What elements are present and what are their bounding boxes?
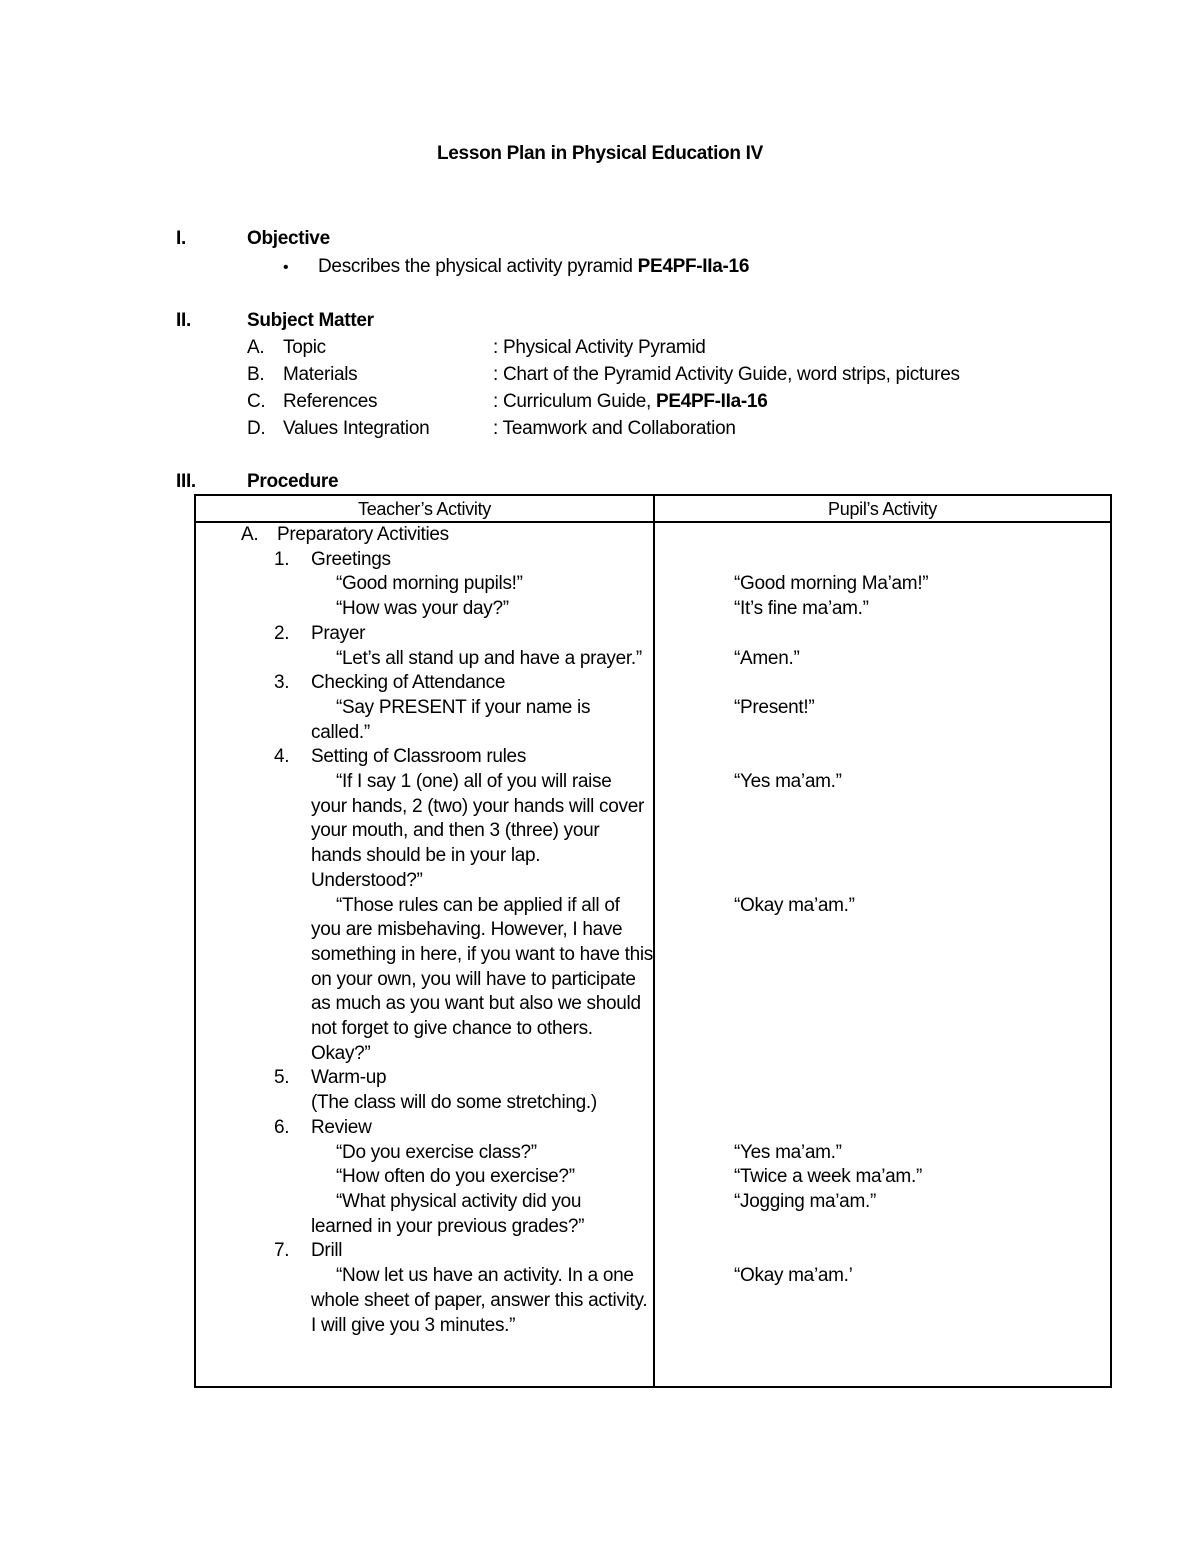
- teacher-text: hands should be in your lap.: [311, 845, 541, 867]
- teacher-line: [196, 1239, 653, 1264]
- subject-item-value: : Curriculum Guide,: [493, 391, 656, 412]
- pupil-line: [734, 1215, 1104, 1240]
- subject-item-value: : Chart of the Pyramid Activity Guide, word strips, pictures: [493, 364, 960, 385]
- bullet-dot: •: [283, 259, 289, 276]
- procedure-table: [194, 494, 1112, 1388]
- teacher-text: on your own, you will have to participate: [311, 968, 636, 990]
- subject-item-letter: D.: [247, 418, 266, 439]
- teacher-text: “How was your day?”: [336, 598, 509, 620]
- teacher-text: Prayer: [311, 622, 366, 644]
- teacher-line: [196, 1314, 653, 1339]
- teacher-text: Checking of Attendance: [311, 672, 506, 694]
- subject-item-label: References: [283, 391, 378, 412]
- pupil-line: “Yes ma’am.”: [734, 1141, 842, 1163]
- teacher-line: [196, 918, 653, 943]
- pupil-line: [734, 1017, 1104, 1042]
- teacher-text: Okay?”: [311, 1042, 371, 1064]
- teacher-line: [196, 819, 653, 844]
- row-number: 7.: [274, 1240, 290, 1262]
- teacher-text: Understood?”: [311, 869, 423, 891]
- teacher-text: “What physical activity did you: [336, 1190, 582, 1212]
- teacher-line: [196, 1165, 653, 1190]
- teacher-text: “Those rules can be applied if all of: [336, 894, 620, 916]
- subject-item-value: : Teamwork and Collaboration: [493, 418, 736, 439]
- objective-bullet-text: Describes the physical activity pyramid: [318, 256, 638, 277]
- pupil-line: “Twice a week ma’am.”: [734, 1166, 922, 1188]
- teacher-line: [196, 1289, 653, 1314]
- pupil-line: [734, 795, 1104, 820]
- teacher-text: whole sheet of paper, answer this activity.: [311, 1289, 648, 1311]
- pupil-line: [734, 968, 1104, 993]
- pupil-line: [734, 1314, 1104, 1339]
- objective-text: [318, 255, 749, 279]
- teacher-line: [196, 622, 653, 647]
- teacher-text: “Good morning pupils!”: [336, 573, 523, 595]
- teacher-text: something in here, if you want to have this: [311, 943, 653, 965]
- teacher-line: [196, 1066, 653, 1091]
- teacher-text: your mouth, and then 3 (three) your: [311, 820, 600, 842]
- teacher-text: “How often do you exercise?”: [336, 1166, 575, 1188]
- teacher-line: [196, 721, 653, 746]
- pupil-line: “Jogging ma’am.”: [734, 1190, 876, 1212]
- pupil-line: [734, 992, 1104, 1017]
- subject-item-label: Materials: [283, 364, 358, 385]
- pupil-line: [734, 844, 1104, 869]
- row-number: 4.: [274, 746, 290, 768]
- teacher-line: [196, 1264, 653, 1289]
- teacher-text: “If I say 1 (one) all of you will raise: [336, 771, 612, 793]
- teacher-line: [196, 844, 653, 869]
- teacher-line: [196, 943, 653, 968]
- teacher-text: Warm-up: [311, 1067, 387, 1089]
- page-title: Lesson Plan in Physical Education IV: [436, 143, 763, 164]
- pupil-line: [734, 1091, 1104, 1116]
- pupil-line: [734, 671, 1104, 696]
- pupil-line: [734, 622, 1104, 647]
- teacher-line: [196, 992, 653, 1017]
- subject-item-code: PE4PF-IIa-16: [655, 391, 768, 412]
- teacher-line: [196, 1215, 653, 1240]
- teacher-text: Setting of Classroom rules: [311, 746, 527, 768]
- teacher-text: “Do you exercise class?”: [336, 1141, 537, 1163]
- teacher-line: [196, 745, 653, 770]
- teacher-text: (The class will do some stretching.): [311, 1092, 597, 1114]
- teacher-text: you are misbehaving. However, I have: [311, 919, 623, 941]
- teacher-text: “Now let us have an activity. In a one: [336, 1265, 634, 1287]
- pupil-line: “Good morning Ma’am!”: [734, 573, 929, 595]
- teacher-activity-column: [196, 523, 653, 1383]
- teacher-text: “Let’s all stand up and have a prayer.”: [336, 647, 642, 669]
- section-heading-procedure: Procedure: [247, 471, 339, 492]
- pupil-line: [734, 548, 1104, 573]
- teacher-line: [196, 696, 653, 721]
- pupil-line: [734, 1116, 1104, 1141]
- column-divider: [653, 496, 655, 1386]
- section-numeral-subject-matter: II.: [176, 310, 191, 331]
- section-heading-subject-matter: Subject Matter: [247, 310, 374, 331]
- pupil-line: [734, 943, 1104, 968]
- pupil-line: “It’s fine ma’am.”: [734, 598, 869, 620]
- teacher-line: [196, 572, 653, 597]
- pupil-line: “Amen.”: [734, 647, 800, 669]
- pupil-line: [734, 523, 1104, 548]
- row-number: A.: [241, 524, 259, 545]
- teacher-text: Preparatory Activities: [277, 524, 449, 545]
- pupil-line: [734, 1239, 1104, 1264]
- teacher-text: Review: [311, 1116, 372, 1138]
- pupil-line: [734, 721, 1104, 746]
- subject-item-value-wrap: [493, 390, 767, 414]
- teacher-line: [196, 548, 653, 573]
- pupil-line: “Yes ma’am.”: [734, 771, 842, 793]
- pupil-line: [734, 1289, 1104, 1314]
- teacher-line: [196, 968, 653, 993]
- subject-item-letter: B.: [247, 364, 265, 385]
- pupil-activity-column: [734, 523, 1104, 1383]
- teacher-line: [196, 1042, 653, 1067]
- teacher-text: Drill: [311, 1240, 343, 1262]
- teacher-line: [196, 1091, 653, 1116]
- pupil-activity-header: Pupil’s Activity: [828, 499, 937, 519]
- teacher-text: I will give you 3 minutes.”: [311, 1314, 516, 1336]
- teacher-text: your hands, 2 (two) your hands will cover: [311, 795, 645, 817]
- teacher-line: [196, 1017, 653, 1042]
- objective-code: PE4PF-IIa-16: [637, 256, 750, 277]
- pupil-line: [734, 745, 1104, 770]
- teacher-text: Greetings: [311, 548, 391, 570]
- teacher-line: [196, 671, 653, 696]
- pupil-line: “Okay ma’am.’: [734, 1265, 853, 1287]
- section-numeral-objective: I.: [176, 228, 186, 249]
- teacher-line: [196, 1116, 653, 1141]
- teacher-line: [196, 894, 653, 919]
- row-number: 6.: [274, 1116, 290, 1138]
- pupil-line: “Okay ma’am.”: [734, 894, 855, 916]
- row-number: 5.: [274, 1067, 290, 1089]
- pupil-line: [734, 819, 1104, 844]
- teacher-text: “Say PRESENT if your name is: [336, 696, 591, 718]
- teacher-text: learned in your previous grades?”: [311, 1215, 585, 1237]
- teacher-line: [196, 523, 653, 548]
- teacher-line: [196, 647, 653, 672]
- pupil-line: [734, 918, 1104, 943]
- pupil-line: [734, 1042, 1104, 1067]
- teacher-text: as much as you want but also we should: [311, 993, 641, 1015]
- teacher-text: not forget to give chance to others.: [311, 1018, 593, 1040]
- teacher-line: [196, 770, 653, 795]
- teacher-line: [196, 1190, 653, 1215]
- teacher-line: [196, 597, 653, 622]
- teacher-activity-header: Teacher’s Activity: [358, 499, 491, 519]
- subject-item-value: : Physical Activity Pyramid: [493, 337, 706, 358]
- section-heading-objective: Objective: [247, 228, 330, 249]
- teacher-text: called.”: [311, 721, 370, 743]
- pupil-line: [734, 1066, 1104, 1091]
- pupil-line: “Present!”: [734, 696, 815, 718]
- row-number: 3.: [274, 672, 290, 694]
- subject-item-letter: C.: [247, 391, 266, 412]
- teacher-line: [196, 795, 653, 820]
- subject-item-label: Topic: [283, 337, 326, 358]
- pupil-line: [734, 869, 1104, 894]
- subject-item-letter: A.: [247, 337, 265, 358]
- row-number: 2.: [274, 622, 290, 644]
- row-number: 1.: [274, 548, 290, 570]
- teacher-line: [196, 1141, 653, 1166]
- teacher-line: [196, 869, 653, 894]
- subject-item-label: Values Integration: [283, 418, 430, 439]
- section-numeral-procedure: III.: [176, 471, 196, 492]
